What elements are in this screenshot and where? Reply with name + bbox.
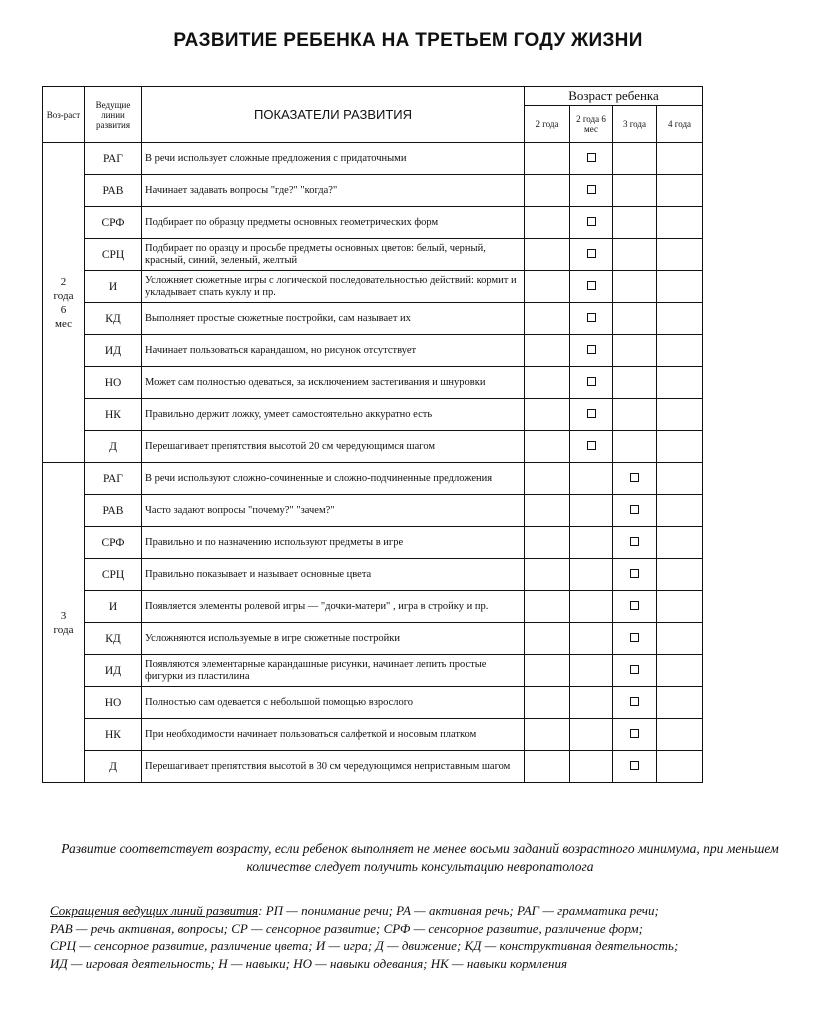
- line-code: ИД: [85, 655, 142, 687]
- age-cell: [570, 623, 613, 655]
- header-indicators: ПОКАЗАТЕЛИ РАЗВИТИЯ: [142, 87, 525, 143]
- age-cell: [657, 527, 703, 559]
- footnote: Развитие соответствует возрасту, если ребенок выполняет не менее восьми заданий возрастного минимума, при меньшем количестве следует получить консультацию невропатолога: [61, 841, 779, 874]
- line-code: РАВ: [85, 175, 142, 207]
- age-cell: [613, 495, 657, 527]
- age-cell: [525, 175, 570, 207]
- header-col-2y: 2 года: [525, 106, 570, 143]
- age-cell: [613, 367, 657, 399]
- checkbox[interactable]: [630, 697, 639, 706]
- table-row: [43, 751, 703, 783]
- line-code: ИД: [85, 335, 142, 367]
- indicator-text: В речи используют сложно-сочиненные и сложно-подчиненные предложения: [142, 463, 525, 495]
- line-code: И: [85, 271, 142, 303]
- line-code: НК: [85, 719, 142, 751]
- line-code: Д: [85, 431, 142, 463]
- age-cell: [570, 719, 613, 751]
- age-cell: [657, 463, 703, 495]
- table-row: [43, 527, 703, 559]
- age-cell: [525, 431, 570, 463]
- indicator-text: Может сам полностью одеваться, за исключением застегивания и шнуровки: [142, 367, 525, 399]
- age-cell: [657, 207, 703, 239]
- development-table: [42, 86, 703, 783]
- age-cell: [525, 399, 570, 431]
- age-cell: [657, 143, 703, 175]
- age-cell: [570, 559, 613, 591]
- checkbox[interactable]: [587, 281, 596, 290]
- table-body: [43, 143, 703, 783]
- table-row: [43, 399, 703, 431]
- age-cell: [613, 143, 657, 175]
- age-cell: [657, 239, 703, 271]
- age-cell: [570, 367, 613, 399]
- age-cell: [525, 303, 570, 335]
- header-col-4y: 4 года: [657, 106, 703, 143]
- age-cell: [570, 431, 613, 463]
- checkbox[interactable]: [587, 217, 596, 226]
- checkbox[interactable]: [630, 473, 639, 482]
- age-cell: [613, 207, 657, 239]
- abbreviations-legend: [50, 902, 790, 972]
- age-cell: [613, 687, 657, 719]
- age-cell: [570, 655, 613, 687]
- checkbox[interactable]: [630, 761, 639, 770]
- age-cell: [657, 335, 703, 367]
- checkbox[interactable]: [630, 569, 639, 578]
- header-col-3y: 3 года: [613, 106, 657, 143]
- checkbox[interactable]: [587, 441, 596, 450]
- age-cell: [570, 591, 613, 623]
- indicator-text: Усложняет сюжетные игры с логической последовательностью действий: кормит и укладывает спать куклу и пр.: [142, 271, 525, 303]
- age-cell: [613, 655, 657, 687]
- table-row: [43, 687, 703, 719]
- age-cell: [570, 239, 613, 271]
- age-cell: [657, 367, 703, 399]
- indicator-text: При необходимости начинает пользоваться салфеткой и носовым платком: [142, 719, 525, 751]
- age-cell: [657, 431, 703, 463]
- legend-line: СРЦ — сенсорное развитие, различение цвета; И — игра; Д — движение; КД — конструктивная деятельность;: [50, 938, 679, 953]
- indicator-text: Правильно показывает и называет основные цвета: [142, 559, 525, 591]
- legend-line: [50, 902, 790, 920]
- age-cell: [525, 719, 570, 751]
- age-cell: [613, 527, 657, 559]
- age-cell: [657, 655, 703, 687]
- line-code: Д: [85, 751, 142, 783]
- age-cell: [525, 495, 570, 527]
- age-cell: [657, 495, 703, 527]
- age-cell: [525, 463, 570, 495]
- line-code: РАГ: [85, 143, 142, 175]
- line-code: КД: [85, 623, 142, 655]
- age-cell: [525, 655, 570, 687]
- age-cell: [570, 143, 613, 175]
- line-code: СРФ: [85, 207, 142, 239]
- line-code: СРЦ: [85, 239, 142, 271]
- header-age: Воз-раст: [43, 87, 85, 143]
- age-cell: [570, 527, 613, 559]
- age-cell: [525, 559, 570, 591]
- age-cell: [525, 207, 570, 239]
- indicator-text: Часто задают вопросы "почему?" "зачем?": [142, 495, 525, 527]
- indicator-text: Перешагивает препятствия высотой 20 см чередующимся шагом: [142, 431, 525, 463]
- indicator-text: Правильно и по назначению используют предметы в игре: [142, 527, 525, 559]
- age-cell: [613, 271, 657, 303]
- checkbox[interactable]: [630, 665, 639, 674]
- age-group-cell: 2 года 6 мес: [43, 143, 85, 463]
- checkbox[interactable]: [587, 249, 596, 258]
- checkbox[interactable]: [587, 153, 596, 162]
- checkbox[interactable]: [587, 313, 596, 322]
- age-cell: [613, 559, 657, 591]
- age-cell: [525, 335, 570, 367]
- age-cell: [525, 367, 570, 399]
- age-cell: [657, 719, 703, 751]
- indicator-text: Появляется элементы ролевой игры — "дочки-матери" , игра в стройку и пр.: [142, 591, 525, 623]
- indicator-text: Полностью сам одевается с небольшой помощью взрослого: [142, 687, 525, 719]
- table-row: [43, 143, 703, 175]
- age-cell: [525, 143, 570, 175]
- line-code: КД: [85, 303, 142, 335]
- legend-line: ИД — игровая деятельность; Н — навыки; НО — навыки одевания; НК — навыки кормления: [50, 955, 568, 971]
- line-code: СРЦ: [85, 559, 142, 591]
- table-row: [43, 271, 703, 303]
- checkbox[interactable]: [630, 601, 639, 610]
- age-cell: [570, 463, 613, 495]
- age-cell: [525, 623, 570, 655]
- indicator-text: Перешагивает препятствия высотой в 30 см чередующимся неприставным шагом: [142, 751, 525, 783]
- age-cell: [613, 175, 657, 207]
- age-cell: [657, 687, 703, 719]
- indicator-text: Подбирает по образцу предметы основных геометрических форм: [142, 207, 525, 239]
- table-row: [43, 303, 703, 335]
- table-row: [43, 719, 703, 751]
- age-cell: [613, 335, 657, 367]
- indicator-text: Начинает пользоваться карандашом, но рисунок отсутствует: [142, 335, 525, 367]
- line-code: НО: [85, 367, 142, 399]
- age-cell: [570, 303, 613, 335]
- age-cell: [570, 751, 613, 783]
- line-code: РАВ: [85, 495, 142, 527]
- age-cell: [657, 623, 703, 655]
- checkbox[interactable]: [587, 185, 596, 194]
- legend-label: Сокращения ведущих линий развития: [50, 903, 259, 918]
- age-cell: [613, 303, 657, 335]
- age-cell: [613, 719, 657, 751]
- age-cell: [657, 591, 703, 623]
- age-cell: [613, 751, 657, 783]
- table-row: [43, 591, 703, 623]
- table-row: [43, 623, 703, 655]
- checkbox[interactable]: [630, 505, 639, 514]
- table-row: [43, 367, 703, 399]
- age-group-cell: 3 года: [43, 463, 85, 783]
- page-title: РАЗВИТИЕ РЕБЕНКА НА ТРЕТЬЕМ ГОДУ ЖИЗНИ: [173, 30, 643, 51]
- checkbox[interactable]: [587, 377, 596, 386]
- age-cell: [525, 271, 570, 303]
- age-cell: [570, 687, 613, 719]
- line-code: И: [85, 591, 142, 623]
- table-row: [43, 207, 703, 239]
- table-row: [43, 335, 703, 367]
- indicator-text: Появляются элементарные карандашные рисунки, начинает лепить простые фигурки из пластилина: [142, 655, 525, 687]
- legend-line: РАВ — речь активная, вопросы; СР — сенсорное развитие; СРФ — сенсорное развитие, различение форм;: [50, 920, 643, 936]
- table-row: [43, 239, 703, 271]
- line-code: РАГ: [85, 463, 142, 495]
- age-cell: [570, 271, 613, 303]
- age-cell: [570, 335, 613, 367]
- age-cell: [657, 271, 703, 303]
- age-cell: [657, 399, 703, 431]
- header-lines: Ведущие линии развития: [85, 87, 142, 143]
- age-cell: [657, 303, 703, 335]
- table-row: [43, 431, 703, 463]
- table-row: [43, 495, 703, 527]
- indicator-text: Правильно держит ложку, умеет самостоятельно аккуратно есть: [142, 399, 525, 431]
- checkbox[interactable]: [587, 345, 596, 354]
- indicator-text: Усложняются используемые в игре сюжетные постройки: [142, 623, 525, 655]
- line-code: НО: [85, 687, 142, 719]
- checkbox[interactable]: [587, 409, 596, 418]
- age-cell: [613, 239, 657, 271]
- header-col-2y6m: 2 года 6 мес: [570, 106, 613, 143]
- line-code: НК: [85, 399, 142, 431]
- table-row: [43, 655, 703, 687]
- age-cell: [525, 751, 570, 783]
- table-row: [43, 559, 703, 591]
- age-cell: [657, 751, 703, 783]
- age-cell: [525, 527, 570, 559]
- checkbox[interactable]: [630, 729, 639, 738]
- age-cell: [657, 175, 703, 207]
- age-cell: [613, 399, 657, 431]
- age-cell: [613, 463, 657, 495]
- age-cell: [525, 687, 570, 719]
- table-row: [43, 463, 703, 495]
- age-cell: [613, 591, 657, 623]
- table-row: [43, 175, 703, 207]
- age-cell: [570, 399, 613, 431]
- checkbox[interactable]: [630, 633, 639, 642]
- header-age-group: Возраст ребенка: [525, 87, 703, 106]
- checkbox[interactable]: [630, 537, 639, 546]
- line-code: СРФ: [85, 527, 142, 559]
- age-cell: [525, 591, 570, 623]
- indicator-text: Начинает задавать вопросы "где?" "когда?": [142, 175, 525, 207]
- age-cell: [570, 207, 613, 239]
- indicator-text: Выполняет простые сюжетные постройки, сам называет их: [142, 303, 525, 335]
- indicator-text: В речи использует сложные предложения с придаточными: [142, 143, 525, 175]
- indicator-text: Подбирает по оразцу и просьбе предметы основных цветов: белый, черный, красный, синий, зеленый, желтый: [142, 239, 525, 271]
- age-cell: [570, 175, 613, 207]
- age-cell: [525, 239, 570, 271]
- age-cell: [657, 559, 703, 591]
- age-cell: [613, 431, 657, 463]
- age-cell: [613, 623, 657, 655]
- legend-text: : РП — понимание речи; РА — активная речь; РАГ — грамматика речи;: [258, 903, 659, 918]
- age-cell: [570, 495, 613, 527]
